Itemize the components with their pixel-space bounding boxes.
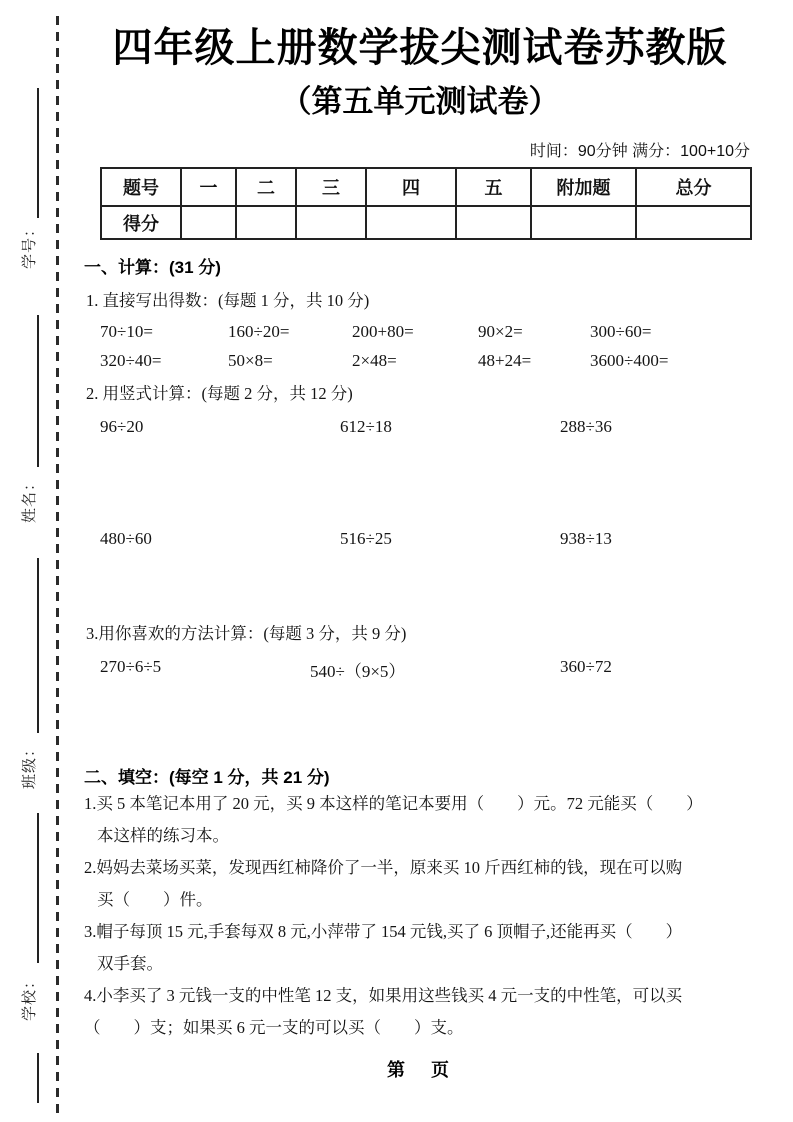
paper-title: 四年级上册数学拔尖测试卷苏教版	[112, 26, 728, 70]
q3-expression-row	[100, 657, 762, 682]
seal-dashed-line	[56, 16, 59, 1114]
score-cell-empty	[366, 206, 456, 239]
score-table-header-cell: 题号	[101, 168, 181, 206]
math-expression: 3600÷400=	[590, 351, 669, 370]
fill-item-line: 3.帽子每顶 15 元,手套每双 8 元,小萍带了 154 元钱,买了 6 顶帽子,还能再买（ ）	[84, 922, 683, 941]
math-expression: 70÷10=	[100, 322, 153, 341]
math-expression: 90×2=	[478, 322, 523, 341]
work-area-blank	[78, 437, 762, 516]
q1-expression-grid	[100, 322, 762, 371]
score-table	[100, 167, 752, 240]
math-expression: 612÷18	[340, 417, 392, 436]
math-expression: 160÷20=	[228, 322, 290, 341]
score-cell-empty	[456, 206, 531, 239]
work-area-blank	[78, 682, 762, 750]
fill-item-2	[78, 852, 762, 916]
score-table-header-row	[101, 168, 751, 206]
fill-item-3	[78, 916, 762, 980]
score-cell-empty	[181, 206, 236, 239]
score-table-header-cell: 五	[456, 168, 531, 206]
fill-item-line: 双手套。	[97, 954, 163, 973]
fill-item-line: 本这样的练习本。	[97, 826, 229, 845]
math-expression: 320÷40=	[100, 351, 162, 370]
student-name-label: 姓名：	[22, 475, 38, 524]
paper-content	[78, 0, 762, 1082]
score-table-header-cell: 附加题	[531, 168, 636, 206]
student-info-blank-line	[37, 558, 39, 733]
math-expression: 50×8=	[228, 351, 273, 370]
score-cell-empty	[296, 206, 366, 239]
math-expression: 270÷6÷5	[100, 657, 162, 676]
student-info-blank-line	[37, 88, 39, 218]
math-expression: 938÷13	[560, 529, 612, 548]
score-cell-empty	[636, 206, 751, 239]
score-row-label: 得分	[101, 206, 181, 239]
q1-label: 1. 直接写出得数：(每题 1 分，共 10 分)	[86, 291, 370, 310]
score-table-header-cell: 一	[181, 168, 236, 206]
q2-label: 2. 用竖式计算：(每题 2 分，共 12 分)	[86, 384, 353, 403]
score-cell-empty	[531, 206, 636, 239]
fill-item-line: （ ）支；如果买 6 元一支的可以买（ ）支。	[84, 1018, 464, 1037]
score-cell-empty	[236, 206, 296, 239]
fill-item-1	[78, 788, 762, 852]
student-info-blank-line	[37, 1053, 39, 1103]
score-table-header-cell: 三	[296, 168, 366, 206]
page-number-footer: 第 页	[387, 1060, 453, 1080]
class-label: 班级：	[22, 741, 38, 790]
math-expression: 480÷60	[100, 529, 152, 548]
score-table-header-cell: 总分	[636, 168, 751, 206]
math-expression: 360÷72	[560, 657, 612, 676]
student-info-blank-line	[37, 813, 39, 963]
school-label: 学校：	[22, 973, 38, 1022]
score-table-header-cell: 二	[236, 168, 296, 206]
math-expression: 96÷20	[100, 417, 144, 436]
section-one-heading: 一、计算：(31 分)	[84, 258, 221, 277]
score-table-header-cell: 四	[366, 168, 456, 206]
q3-label: 3.用你喜欢的方法计算：(每题 3 分，共 9 分)	[86, 624, 407, 643]
q2-expression-row-2	[100, 529, 762, 549]
math-expression: 288÷36	[560, 417, 612, 436]
fill-item-line: 2.妈妈去菜场买菜，发现西红柿降价了一半，原来买 10 斤西红柿的钱，现在可以购	[84, 858, 683, 877]
math-expression: 540÷（9×5）	[310, 662, 406, 681]
math-expression: 516÷25	[340, 529, 392, 548]
math-expression: 2×48=	[352, 351, 397, 370]
student-info-blank-line	[37, 315, 39, 467]
math-expression: 200+80=	[352, 322, 414, 341]
math-expression: 48+24=	[478, 351, 532, 370]
fill-item-line: 买（ ）件。	[97, 890, 213, 909]
time-score-meta: 时间：90分钟 满分：100+10分	[529, 143, 750, 160]
section-two-heading: 二、填空：(每空 1 分，共 21 分)	[84, 768, 330, 787]
score-table-score-row	[101, 206, 751, 239]
paper-subtitle: （第五单元测试卷）	[280, 84, 560, 119]
fill-item-4	[78, 980, 762, 1044]
work-area-blank	[78, 549, 762, 611]
student-id-label: 学号：	[22, 221, 38, 270]
q2-expression-row-1	[100, 417, 762, 437]
fill-item-line: 4.小李买了 3 元钱一支的中性笔 12 支，如果用这些钱买 4 元一支的中性笔，可以买	[84, 986, 683, 1005]
math-expression: 300÷60=	[590, 322, 652, 341]
fill-item-line: 1.买 5 本笔记本用了 20 元，买 9 本这样的笔记本要用（ ）元。72 元能买（ ）	[84, 794, 703, 813]
